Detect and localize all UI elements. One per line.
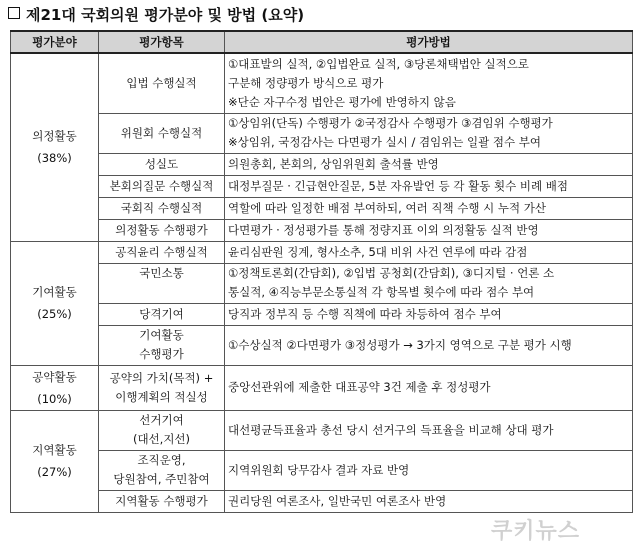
evaluation-table	[10, 30, 633, 513]
method-cell: 대정부질문 · 긴급현안질문, 5분 자유발언 등 각 활동 횟수 비례 배점	[225, 175, 633, 197]
item-cell: 공직윤리 수행실적	[99, 241, 225, 263]
table-row	[11, 241, 633, 263]
item-cell: 입법 수행실적	[99, 53, 225, 113]
area-weight: (38%)	[37, 151, 72, 166]
method-cell: ①수상실적 ②다면평가 ③정성평가 → 3가지 영역으로 구분 평가 시행	[225, 325, 633, 365]
table-row	[11, 153, 633, 175]
header-item: 평가항목	[99, 31, 225, 53]
item-cell: 국회직 수행실적	[99, 197, 225, 219]
table-row	[11, 113, 633, 153]
area-weight: (25%)	[37, 307, 72, 321]
square-bullet-icon	[8, 7, 20, 19]
area-name: 의정활동	[32, 129, 77, 144]
table-row	[11, 365, 633, 410]
watermark: 쿠키뉴스	[490, 519, 580, 544]
table-row	[11, 303, 633, 325]
method-cell: 중앙선관위에 제출한 대표공약 3건 제출 후 정성평가	[225, 365, 633, 410]
header-area: 평가분야	[11, 31, 99, 53]
header-method: 평가방법	[225, 31, 633, 53]
area-name: 기여활동	[32, 285, 77, 299]
item-cell: 기여활동 수행평가	[99, 325, 225, 365]
method-cell: 당직과 정부직 등 수행 직책에 따라 차등하여 점수 부여	[225, 303, 633, 325]
method-cell: ①상임위(단독) 수행평가 ②국정감사 수행평가 ③겸임위 수행평가 ※상임위, 국정감사는 다면평가 실시 / 겸임위는 일괄 점수 부여	[225, 113, 633, 153]
area-cell	[11, 241, 99, 365]
table-row	[11, 263, 633, 303]
method-cell: 다면평가 · 정성평가를 통해 정량지표 이외 의정활동 실적 반영	[225, 219, 633, 241]
item-cell: 지역활동 수행평가	[99, 490, 225, 512]
item-cell: 위원회 수행실적	[99, 113, 225, 153]
item-cell: 본회의질문 수행실적	[99, 175, 225, 197]
table-header-row	[11, 31, 633, 53]
table-row	[11, 197, 633, 219]
item-cell: 선거기여 (대선,지선)	[99, 410, 225, 450]
area-name: 공약활동	[32, 369, 77, 384]
table-row	[11, 490, 633, 512]
item-cell: 국민소통	[99, 263, 225, 303]
method-cell: 지역위원회 당무감사 결과 자료 반영	[225, 450, 633, 490]
method-cell: ①대표발의 실적, ②입법완료 실적, ③당론채택법안 실적으로 구분해 정량평가 방식으로 평가 ※단순 자구수정 법안은 평가에 반영하지 않음	[225, 53, 633, 113]
method-cell: 윤리심판원 징계, 형사소추, 5대 비위 사건 연루에 따라 감점	[225, 241, 633, 263]
area-weight: (10%)	[37, 391, 72, 406]
item-cell: 당격기여	[99, 303, 225, 325]
item-cell: 조직운영, 당원참여, 주민참여	[99, 450, 225, 490]
area-cell	[11, 365, 99, 410]
item-cell: 성실도	[99, 153, 225, 175]
item-cell: 의정활동 수행평가	[99, 219, 225, 241]
item-cell: 공약의 가치(목적) + 이행계획의 적실성	[99, 365, 225, 410]
table-row	[11, 53, 633, 113]
method-cell: 대선평균득표율과 총선 당시 선거구의 득표율을 비교해 상대 평가	[225, 410, 633, 450]
document-title: 제21대 국회의원 평가분야 및 방법 (요약)	[8, 4, 304, 26]
method-cell: 역할에 따라 일정한 배점 부여하되, 여러 직책 수행 시 누적 가산	[225, 197, 633, 219]
area-cell	[11, 410, 99, 512]
area-name: 지역활동	[32, 443, 77, 457]
method-cell: 권리당원 여론조사, 일반국민 여론조사 반영	[225, 490, 633, 512]
table-row	[11, 219, 633, 241]
area-weight: (27%)	[37, 465, 72, 479]
table-row	[11, 325, 633, 365]
table-row	[11, 450, 633, 490]
method-cell: 의원총회, 본회의, 상임위원회 출석률 반영	[225, 153, 633, 175]
table-row	[11, 175, 633, 197]
method-cell: ①정책토론회(간담회), ②입법 공청회(간담회), ③디지털 · 언론 소 통실적, ④직능부문소통실적 각 항목별 횟수에 따라 점수 부여	[225, 263, 633, 303]
area-cell	[11, 53, 99, 241]
table-row	[11, 410, 633, 450]
